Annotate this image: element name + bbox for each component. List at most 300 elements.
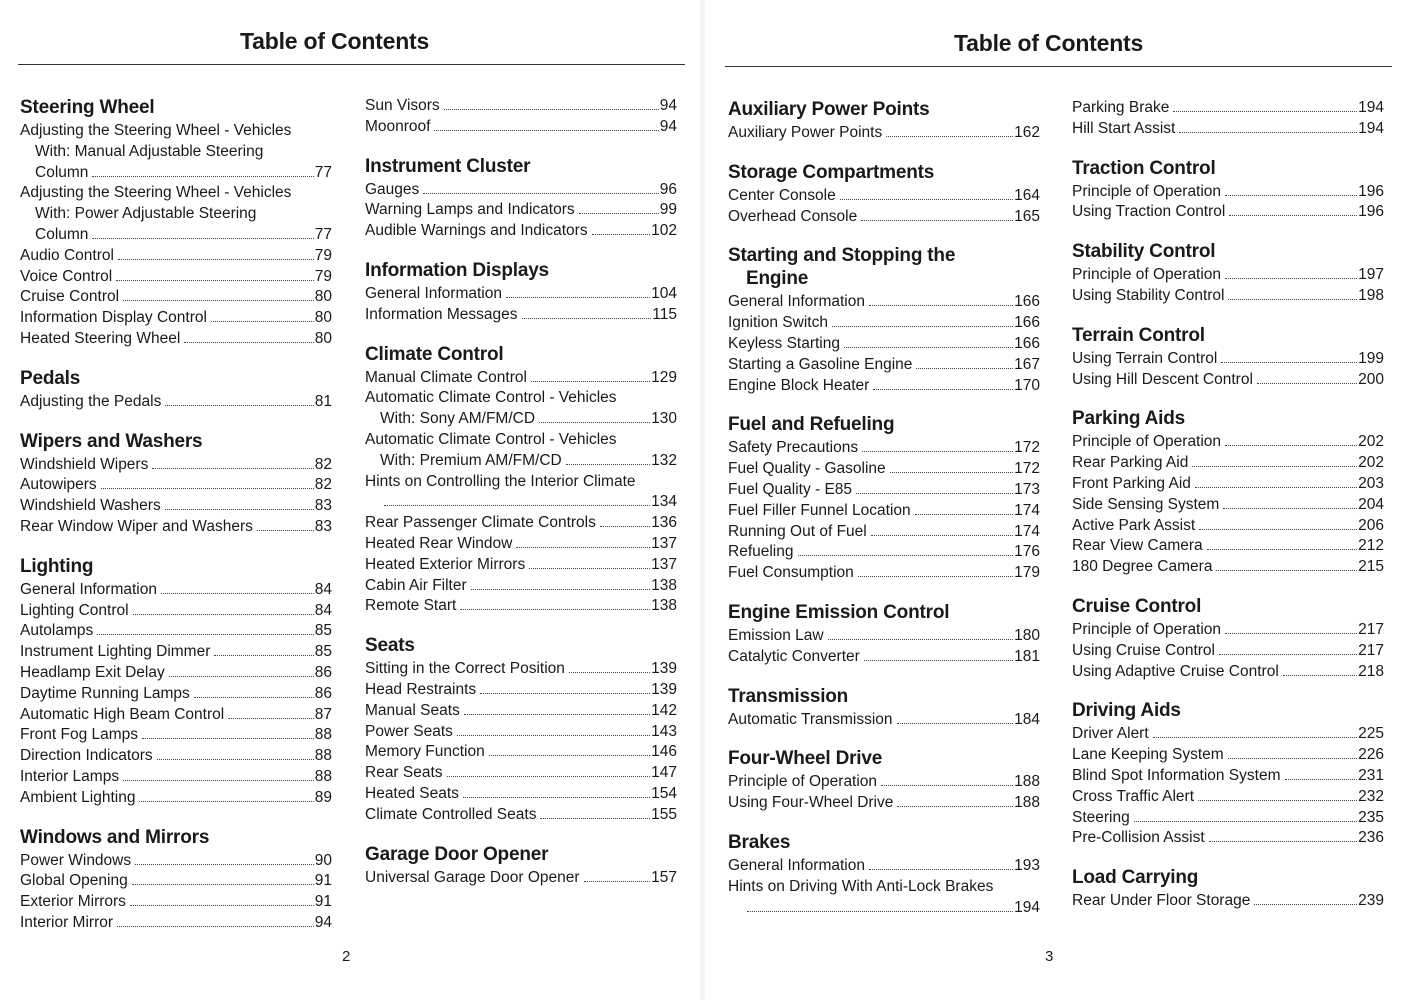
entry-page: 225 (1358, 725, 1384, 743)
section-heading (728, 244, 1040, 290)
dot-leader (1192, 466, 1357, 467)
entry-page: 172 (1014, 439, 1040, 457)
entry-page: 164 (1014, 186, 1040, 204)
toc-section-garage-door-opener (365, 843, 677, 889)
entry-page: 88 (314, 726, 332, 744)
toc-section-driving-aids (1072, 699, 1384, 849)
toc-entry[interactable] (365, 472, 677, 514)
entry-title: Cabin Air Filter (365, 576, 467, 594)
entry-page: 194 (1358, 99, 1384, 116)
dot-leader (600, 526, 650, 527)
toc-entry[interactable] (365, 742, 677, 763)
entry-title: General Information (365, 284, 502, 302)
toc-entry[interactable] (1072, 453, 1384, 474)
dot-leader (1216, 570, 1357, 571)
toc-entry[interactable] (728, 438, 1040, 459)
entry-title-continuation-line (365, 451, 677, 472)
toc-column-right-2 (1072, 98, 1384, 929)
section-heading-text: Windows and Mirrors (20, 826, 210, 848)
entry-page: 143 (651, 722, 677, 740)
entry-title: Rear Passenger Climate Controls (365, 514, 596, 532)
section-heading (1072, 157, 1384, 180)
toc-entry[interactable] (728, 334, 1040, 355)
toc-entry[interactable] (1072, 766, 1384, 787)
dot-leader (858, 576, 1013, 577)
toc-entry[interactable] (728, 207, 1040, 228)
dot-leader (897, 806, 1013, 807)
toc-entry[interactable] (20, 913, 332, 934)
entry-title: Fuel Quality - Gasoline (728, 460, 886, 478)
dot-leader (423, 193, 658, 194)
toc-entry[interactable] (20, 267, 332, 288)
dot-leader (139, 801, 313, 802)
dot-leader (1223, 508, 1357, 509)
dot-leader (1225, 445, 1357, 446)
toc-entry[interactable] (1072, 349, 1384, 370)
dot-leader (447, 776, 651, 777)
dot-leader (444, 109, 659, 110)
entry-page: 236 (1358, 829, 1384, 847)
entry-title: Fuel Filler Funnel Location (728, 501, 911, 519)
toc-entry[interactable] (20, 455, 332, 476)
dot-leader (1219, 654, 1357, 655)
toc-entry[interactable] (1072, 662, 1384, 683)
entry-title: Gauges (365, 180, 420, 198)
entry-page: 80 (314, 329, 332, 347)
toc-entry[interactable] (20, 246, 332, 267)
toc-entry[interactable] (20, 517, 332, 538)
dot-leader (211, 321, 314, 322)
entry-page: 139 (651, 660, 677, 678)
dot-leader (157, 759, 314, 760)
entry-title: Head Restraints (365, 680, 477, 698)
entry-page: 77 (314, 163, 332, 181)
toc-entry[interactable] (20, 684, 332, 705)
entry-page: 196 (1358, 203, 1384, 221)
entry-page: 170 (1014, 376, 1040, 394)
dot-leader (531, 381, 650, 382)
entry-title: Direction Indicators (20, 747, 153, 765)
toc-entry[interactable] (365, 555, 677, 576)
entry-title-continuation: Column (35, 225, 89, 243)
entry-page: 174 (1014, 501, 1040, 519)
toc-entry[interactable] (365, 596, 677, 617)
entry-page: 137 (651, 555, 677, 573)
entry-title: Pre-Collision Assist (1072, 829, 1205, 847)
toc-entry[interactable] (1072, 265, 1384, 286)
entry-page: 172 (1014, 460, 1040, 478)
toc-entry[interactable] (728, 793, 1040, 814)
toc-entry[interactable] (1072, 724, 1384, 745)
entry-page: 91 (314, 872, 332, 890)
dot-leader (522, 318, 652, 319)
dot-leader (165, 405, 313, 406)
toc-entry[interactable] (365, 96, 677, 117)
dot-leader (1221, 362, 1357, 363)
entry-page: 138 (651, 576, 677, 594)
toc-section-information-displays (365, 259, 677, 326)
toc-entry[interactable] (728, 313, 1040, 334)
toc-entry[interactable] (728, 355, 1040, 376)
section-heading (365, 634, 677, 657)
toc-entry[interactable] (20, 788, 332, 809)
toc-entry[interactable] (728, 563, 1040, 584)
dot-leader (117, 926, 314, 927)
toc-entry[interactable] (20, 663, 332, 684)
section-heading-text: Auxiliary Power Points (728, 99, 930, 120)
toc-section-auxiliary-power-points (728, 98, 1040, 144)
section-heading-text: Instrument Cluster (365, 155, 531, 177)
entry-title: Global Opening (20, 872, 128, 890)
toc-entry[interactable] (365, 680, 677, 701)
entry-page: 91 (314, 893, 332, 911)
entry-title: Fuel Quality - E85 (728, 480, 853, 498)
entry-page: 202 (1358, 454, 1384, 472)
toc-entry[interactable] (1072, 641, 1384, 662)
toc-entry[interactable] (728, 459, 1040, 480)
entry-page: 94 (314, 913, 332, 931)
toc-section-continued (1072, 98, 1384, 140)
entry-title: Ignition Switch (728, 314, 828, 332)
toc-entry[interactable] (1072, 536, 1384, 557)
toc-entry[interactable] (20, 851, 332, 872)
dot-leader (569, 672, 650, 673)
toc-entry[interactable] (365, 868, 677, 889)
dot-leader (861, 220, 1013, 221)
toc-entry[interactable] (365, 722, 677, 743)
toc-entry[interactable] (728, 626, 1040, 647)
entry-title: Safety Precautions (728, 439, 859, 457)
dot-leader (92, 176, 313, 177)
entry-page: 96 (659, 180, 677, 198)
toc-entry[interactable] (365, 200, 677, 221)
toc-section-starting-and-stopping-the (728, 244, 1040, 396)
entry-title-continuation-line (728, 898, 1040, 919)
toc-entry[interactable] (20, 121, 332, 183)
dot-leader (566, 464, 650, 465)
page-number: 2 (342, 948, 351, 965)
entry-title: Lane Keeping System (1072, 746, 1224, 764)
toc-entry[interactable] (1072, 808, 1384, 829)
entry-title: Using Traction Control (1072, 203, 1226, 221)
toc-entry[interactable] (728, 123, 1040, 144)
entry-page: 77 (314, 225, 332, 243)
toc-entry[interactable] (1072, 370, 1384, 391)
entry-title: Front Fog Lamps (20, 726, 139, 744)
entry-title-continuation-line (20, 204, 332, 225)
entry-page: 137 (651, 534, 677, 552)
dot-leader (886, 136, 1013, 137)
dot-leader (214, 655, 313, 656)
entry-title: Daytime Running Lamps (20, 684, 190, 702)
entry-page: 157 (651, 868, 677, 886)
section-heading-text: Fuel and Refueling (728, 414, 895, 436)
toc-entry[interactable] (20, 601, 332, 622)
dot-leader (463, 797, 650, 798)
entry-title: Overhead Console (728, 207, 858, 225)
toc-entry[interactable] (1072, 891, 1384, 912)
dot-leader (1173, 111, 1357, 112)
dot-leader (118, 259, 314, 260)
entry-page: 226 (1358, 746, 1384, 764)
entry-title-continuation: With: Premium AM/FM/CD (380, 451, 562, 469)
toc-section-stability-control (1072, 240, 1384, 307)
toc-entry[interactable] (728, 542, 1040, 563)
section-heading (728, 161, 1040, 184)
entry-title: Power Seats (365, 722, 453, 740)
toc-entry[interactable] (20, 621, 332, 642)
section-heading-text: Cruise Control (1072, 595, 1202, 617)
section-heading (728, 413, 1040, 436)
toc-entry[interactable] (365, 513, 677, 534)
entry-page: 165 (1014, 207, 1040, 225)
entry-title: Hints on Driving With Anti-Lock Brakes (728, 877, 994, 895)
section-heading (1072, 866, 1384, 889)
toc-entry[interactable] (1072, 98, 1384, 119)
entry-page: 104 (651, 284, 677, 302)
entry-title: Ambient Lighting (20, 788, 136, 806)
entry-title: Blind Spot Information System (1072, 766, 1281, 784)
toc-entry[interactable] (365, 576, 677, 597)
toc-entry[interactable] (365, 221, 677, 242)
toc-entry[interactable] (1072, 119, 1384, 140)
entry-page: 102 (651, 222, 677, 240)
entry-title: Lighting Control (20, 601, 129, 619)
entry-page: 155 (651, 805, 677, 823)
section-heading-text: Driving Aids (1072, 700, 1181, 722)
dot-leader (747, 911, 1013, 912)
entry-page: 90 (314, 851, 332, 869)
toc-entry[interactable] (728, 292, 1040, 313)
toc-entry[interactable] (728, 186, 1040, 207)
entry-title: Heated Steering Wheel (20, 329, 181, 347)
toc-entry[interactable] (20, 725, 332, 746)
toc-entry[interactable] (1072, 286, 1384, 307)
entry-page: 198 (1358, 286, 1384, 304)
toc-column-left-1 (20, 96, 332, 951)
toc-section-cruise-control (1072, 595, 1384, 682)
toc-entry[interactable] (1072, 828, 1384, 849)
dot-leader (1153, 737, 1357, 738)
toc-entry[interactable] (365, 784, 677, 805)
dot-leader (123, 780, 314, 781)
toc-entry[interactable] (1072, 557, 1384, 578)
section-heading-text: Starting and Stopping the (728, 245, 956, 267)
entry-page: 206 (1358, 516, 1384, 534)
dot-leader (1195, 487, 1357, 488)
entry-title-continuation: With: Sony AM/FM/CD (380, 410, 536, 428)
toc-entry[interactable] (1072, 745, 1384, 766)
toc-entry[interactable] (365, 368, 677, 389)
entry-page: 179 (1014, 564, 1040, 582)
entry-title: Windshield Washers (20, 497, 161, 515)
entry-title: Interior Mirror (20, 913, 114, 931)
entry-title: Fuel Consumption (728, 564, 854, 582)
toc-entry[interactable] (20, 308, 332, 329)
toc-entry[interactable] (365, 117, 677, 138)
entry-page: 115 (652, 305, 677, 323)
toc-section-lighting (20, 555, 332, 809)
toc-section-engine-emission-control (728, 601, 1040, 668)
dot-leader (873, 389, 1013, 390)
entry-page: 194 (1014, 898, 1040, 916)
dot-leader (1199, 529, 1357, 530)
entry-page: 146 (651, 743, 677, 761)
toc-entry[interactable] (20, 642, 332, 663)
dot-leader (116, 280, 314, 281)
dot-leader (869, 869, 1013, 870)
entry-title: 180 Degree Camera (1072, 558, 1213, 576)
section-heading-text: Engine Emission Control (728, 601, 950, 623)
toc-entry[interactable] (20, 871, 332, 892)
section-heading (365, 843, 677, 866)
entry-page: 166 (1014, 334, 1040, 352)
entry-title: Autolamps (20, 622, 94, 640)
entry-title: Automatic Transmission (728, 710, 893, 728)
toc-entry[interactable] (20, 496, 332, 517)
toc-entry[interactable] (1072, 202, 1384, 223)
section-heading-text: Brakes (728, 831, 791, 853)
toc-entry[interactable] (365, 763, 677, 784)
entry-page: 196 (1358, 182, 1384, 200)
toc-entry[interactable] (1072, 516, 1384, 537)
entry-title: Heated Seats (365, 784, 459, 802)
section-heading (365, 343, 677, 366)
section-heading-text: Climate Control (365, 343, 504, 365)
entry-title: Front Parking Aid (1072, 474, 1191, 492)
entry-title: Using Hill Descent Control (1072, 370, 1253, 388)
entry-title: Sitting in the Correct Position (365, 660, 565, 678)
toc-entry[interactable] (728, 856, 1040, 877)
toc-entry[interactable] (20, 580, 332, 601)
page-title: Table of Contents (240, 28, 430, 54)
dot-leader (130, 905, 314, 906)
toc-section-four-wheel-drive (728, 747, 1040, 814)
toc-entry[interactable] (728, 710, 1040, 731)
entry-page: 212 (1358, 537, 1384, 555)
dot-leader (897, 723, 1014, 724)
entry-page: 188 (1014, 794, 1040, 812)
dot-leader (881, 785, 1013, 786)
section-heading-text: Steering Wheel (20, 97, 155, 118)
entry-title: Audible Warnings and Indicators (365, 222, 588, 240)
entry-title-continuation: With: Manual Adjustable Steering (35, 142, 264, 160)
entry-page: 215 (1358, 558, 1384, 576)
toc-entry[interactable] (365, 805, 677, 826)
toc-entry[interactable] (20, 329, 332, 350)
dot-leader (257, 530, 314, 531)
entry-title: General Information (20, 580, 157, 598)
toc-entry[interactable] (20, 287, 332, 308)
entry-title: Starting a Gasoline Engine (728, 355, 913, 373)
entry-title: Manual Climate Control (365, 368, 527, 386)
toc-entry[interactable] (365, 534, 677, 555)
entry-title: Power Windows (20, 851, 132, 869)
section-heading (365, 155, 677, 178)
entry-page: 188 (1014, 773, 1040, 791)
toc-entry[interactable] (365, 388, 677, 430)
entry-title: Rear View Camera (1072, 537, 1203, 555)
toc-entry[interactable] (20, 475, 332, 496)
entry-title: Engine Block Heater (728, 376, 870, 394)
entry-title: Adjusting the Pedals (20, 392, 162, 410)
entry-title: Driver Alert (1072, 725, 1149, 743)
toc-section-load-carrying (1072, 866, 1384, 912)
toc-entry[interactable] (365, 659, 677, 680)
toc-entry[interactable] (728, 647, 1040, 668)
entry-page: 139 (651, 680, 677, 698)
entry-title: Hill Start Assist (1072, 119, 1176, 137)
toc-entry[interactable] (1072, 495, 1384, 516)
entry-page: 83 (314, 517, 332, 535)
toc-entry[interactable] (1072, 620, 1384, 641)
toc-entry[interactable] (1072, 182, 1384, 203)
toc-entry[interactable] (20, 705, 332, 726)
toc-entry[interactable] (20, 767, 332, 788)
dot-leader (1134, 821, 1357, 822)
entry-page: 203 (1358, 474, 1384, 492)
toc-entry[interactable] (728, 376, 1040, 397)
dot-leader (1257, 383, 1357, 384)
toc-entry[interactable] (1072, 787, 1384, 808)
toc-entry[interactable] (1072, 432, 1384, 453)
dot-leader (101, 488, 314, 489)
dot-leader (228, 718, 314, 719)
toc-entry[interactable] (728, 877, 1040, 919)
entry-title: Automatic Climate Control - Vehicles (365, 430, 617, 448)
toc-entry[interactable] (365, 305, 677, 326)
toc-entry[interactable] (728, 480, 1040, 501)
toc-entry[interactable] (20, 892, 332, 913)
entry-title-continuation-line (365, 492, 677, 513)
dot-leader (856, 493, 1013, 494)
entry-page: 80 (314, 288, 332, 306)
dot-leader (864, 660, 1013, 661)
toc-entry[interactable] (728, 772, 1040, 793)
dot-leader (123, 300, 314, 301)
toc-entry[interactable] (20, 183, 332, 245)
toc-entry[interactable] (20, 746, 332, 767)
entry-page: 84 (314, 580, 332, 598)
toc-entry[interactable] (728, 522, 1040, 543)
toc-entry[interactable] (1072, 474, 1384, 495)
entry-title: Using Stability Control (1072, 286, 1225, 304)
toc-entry[interactable] (20, 392, 332, 413)
entry-page: 85 (314, 622, 332, 640)
entry-title-continuation: Column (35, 163, 89, 181)
entry-page: 181 (1014, 647, 1040, 665)
toc-entry[interactable] (365, 180, 677, 201)
entry-title: Active Park Assist (1072, 516, 1196, 534)
entry-page: 239 (1358, 892, 1384, 910)
entry-title: Rear Parking Aid (1072, 454, 1189, 472)
section-heading (728, 601, 1040, 624)
toc-entry[interactable] (365, 430, 677, 472)
dot-leader (828, 639, 1014, 640)
toc-entry[interactable] (365, 284, 677, 305)
entry-page: 138 (651, 597, 677, 615)
entry-title: General Information (728, 856, 865, 874)
toc-entry[interactable] (365, 701, 677, 722)
entry-page: 79 (314, 267, 332, 285)
dot-leader (1207, 549, 1357, 550)
toc-entry[interactable] (728, 501, 1040, 522)
dot-leader (169, 676, 314, 677)
toc-section-brakes (728, 831, 1040, 918)
entry-title-continuation-line (20, 163, 332, 184)
dot-leader (1179, 132, 1357, 133)
entry-title: Principle of Operation (728, 773, 878, 791)
